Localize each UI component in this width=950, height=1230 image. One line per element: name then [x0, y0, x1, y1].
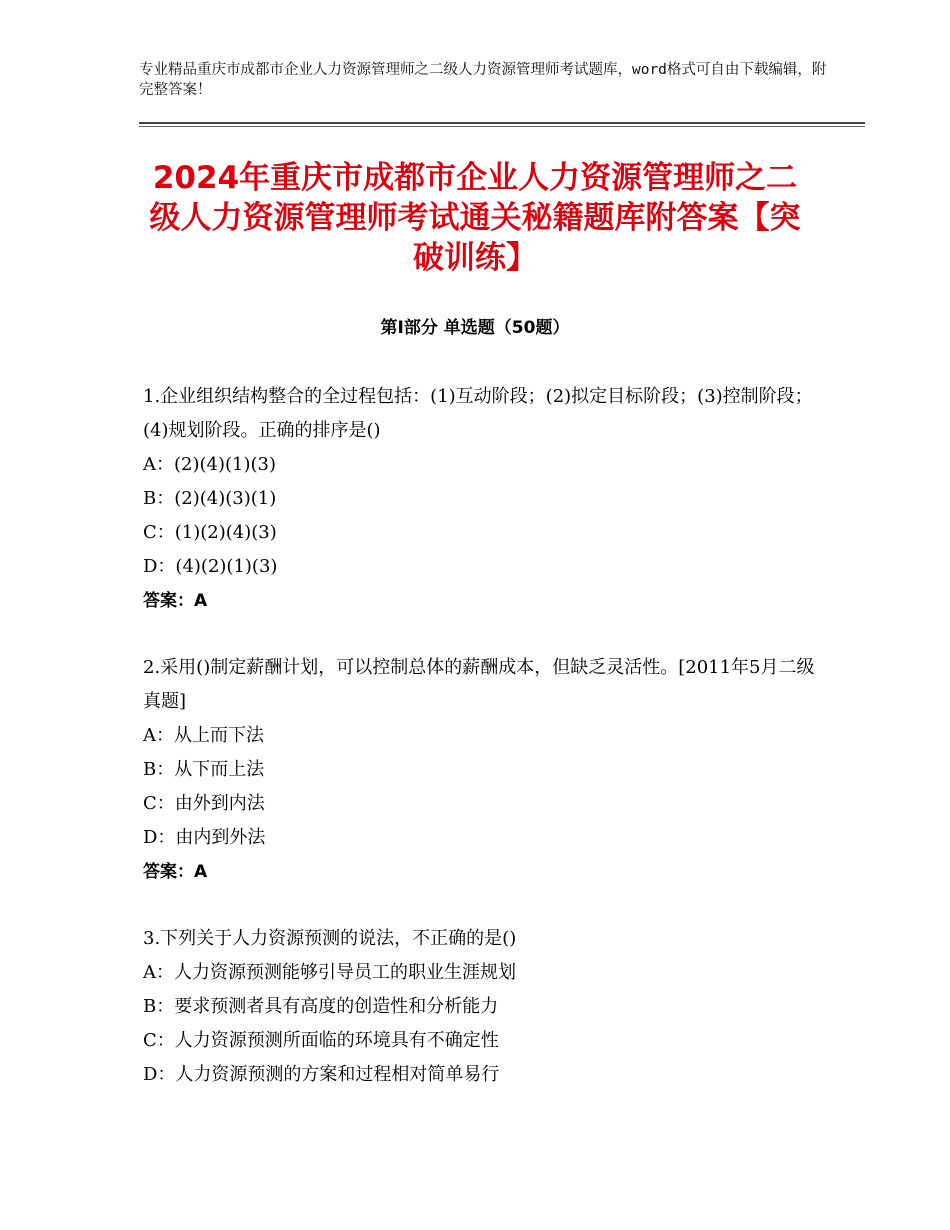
document-title: 2024年重庆市成都市企业人力资源管理师之二级人力资源管理师考试通关秘籍题库附答案【突破训练】 [149, 160, 801, 276]
section-title: 第Ⅰ部分 单选题（50题） [380, 318, 570, 338]
header-divider-thin [139, 126, 865, 127]
question-3 [143, 922, 823, 1092]
question-1 [143, 380, 823, 618]
question-stem: 3.下列关于人力资源预测的说法，不正确的是() [143, 928, 517, 949]
question-stem: 2.采用()制定薪酬计划，可以控制总体的薪酬成本，但缺乏灵活性。[2011年5月二级真题] [143, 657, 815, 712]
question-stem: 1.企业组织结构整合的全过程包括：(1)互动阶段；(2)拟定目标阶段；(3)控制阶段；(4)规划阶段。正确的排序是() [143, 386, 813, 441]
question-2 [143, 651, 823, 889]
option-d: D：(4)(2)(1)(3) [143, 556, 278, 577]
header-divider [139, 122, 865, 124]
option-a: A：从上而下法 [143, 725, 264, 746]
option-a: A：人力资源预测能够引导员工的职业生涯规划 [143, 962, 516, 983]
option-b: B：(2)(4)(3)(1) [143, 488, 277, 509]
option-c: C：由外到内法 [143, 793, 265, 814]
option-b: B：要求预测者具有高度的创造性和分析能力 [143, 996, 499, 1017]
option-c: C：(1)(2)(4)(3) [143, 522, 277, 543]
answer-label: 答案：A [143, 862, 208, 882]
option-d: D：人力资源预测的方案和过程相对简单易行 [143, 1064, 500, 1085]
option-b: B：从下而上法 [143, 759, 265, 780]
header-note: 专业精品重庆市成都市企业人力资源管理师之二级人力资源管理师考试题库，word格式可自由下载编辑，附完整答案！ [139, 62, 827, 98]
option-a: A：(2)(4)(1)(3) [143, 454, 276, 475]
question-list [143, 380, 823, 1125]
answer-label: 答案：A [143, 591, 208, 611]
option-c: C：人力资源预测所面临的环境具有不确定性 [143, 1030, 499, 1051]
option-d: D：由内到外法 [143, 827, 266, 848]
